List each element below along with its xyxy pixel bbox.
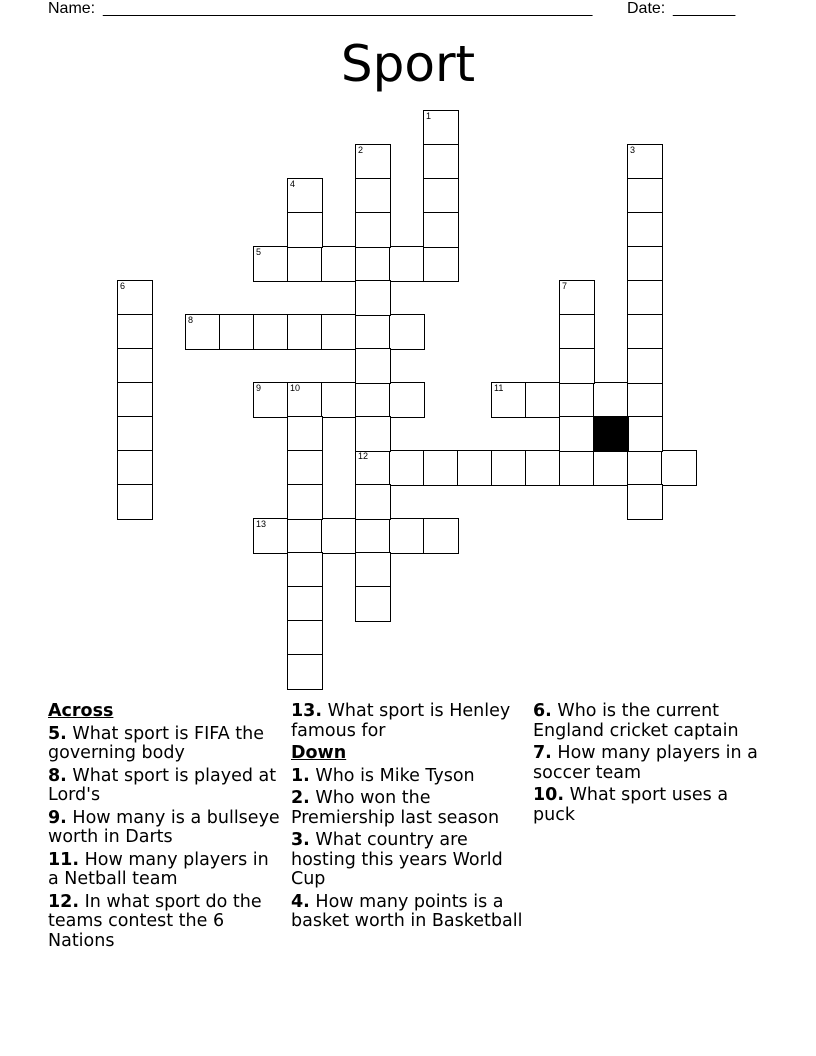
crossword-cell[interactable] bbox=[627, 348, 663, 384]
crossword-cell[interactable] bbox=[287, 450, 323, 486]
crossword-cell[interactable] bbox=[559, 416, 595, 452]
clue-text: What sport uses a puck bbox=[533, 785, 729, 825]
cell-number: 3 bbox=[630, 145, 636, 155]
crossword-cell[interactable] bbox=[423, 110, 459, 146]
crossword-cell[interactable] bbox=[117, 416, 153, 452]
crossword-cell[interactable] bbox=[627, 314, 663, 350]
crossword-cell[interactable] bbox=[593, 450, 629, 486]
clue-text: What country are hosting this years World Cup bbox=[291, 830, 503, 889]
cell-number: 9 bbox=[256, 383, 262, 393]
cell-number: 11 bbox=[494, 383, 504, 393]
crossword-cell[interactable] bbox=[355, 348, 391, 384]
cell-number: 6 bbox=[120, 281, 126, 291]
crossword-cell[interactable] bbox=[355, 382, 391, 418]
crossword-cell[interactable] bbox=[423, 144, 459, 180]
name-blank-line[interactable]: _______________________________________________________ bbox=[103, 0, 593, 17]
cell-number: 12 bbox=[358, 451, 369, 461]
down-clue-6 bbox=[533, 702, 765, 741]
crossword-cell[interactable] bbox=[287, 382, 323, 418]
crossword-cell[interactable] bbox=[117, 382, 153, 418]
crossword-cell[interactable] bbox=[355, 144, 391, 180]
crossword-cell[interactable] bbox=[627, 484, 663, 520]
clue-text: What sport is Henley famous for bbox=[291, 701, 511, 741]
crossword-cell[interactable] bbox=[253, 314, 289, 350]
crossword-cell[interactable] bbox=[321, 246, 357, 282]
crossword-cell[interactable] bbox=[627, 280, 663, 316]
clue-column-2 bbox=[291, 702, 523, 935]
crossword-cell[interactable] bbox=[423, 178, 459, 214]
down-clue-7 bbox=[533, 744, 765, 783]
clue-number: 1. bbox=[291, 765, 310, 786]
across-clue-5 bbox=[48, 725, 280, 764]
crossword-cell[interactable] bbox=[355, 280, 391, 316]
crossword-cell[interactable] bbox=[559, 280, 595, 316]
crossword-cell[interactable] bbox=[559, 382, 595, 418]
crossword-cell[interactable] bbox=[389, 314, 425, 350]
clue-number: 6. bbox=[533, 701, 552, 721]
crossword-cell[interactable] bbox=[355, 246, 391, 282]
clue-number: 10. bbox=[533, 785, 565, 805]
crossword-cell[interactable] bbox=[627, 178, 663, 214]
crossword-cell[interactable] bbox=[661, 450, 697, 486]
clue-number: 12. bbox=[48, 891, 80, 912]
clue-number: 13. bbox=[291, 701, 323, 721]
across-clue-8 bbox=[48, 767, 280, 806]
crossword-cell[interactable] bbox=[117, 348, 153, 384]
down-clue-1 bbox=[291, 767, 523, 787]
cell-number: 13 bbox=[256, 519, 267, 529]
crossword-cell[interactable] bbox=[253, 518, 289, 554]
clue-text: How many players in a Netball team bbox=[48, 849, 269, 889]
crossword-cell[interactable] bbox=[287, 484, 323, 520]
clue-text: What sport is played at Lord's bbox=[48, 765, 277, 805]
crossword-cell[interactable] bbox=[525, 450, 561, 486]
crossword-cell[interactable] bbox=[287, 586, 323, 622]
clue-column-3 bbox=[533, 702, 765, 828]
crossword-cell[interactable] bbox=[389, 450, 425, 486]
crossword-cell[interactable] bbox=[355, 450, 391, 486]
crossword-cell[interactable] bbox=[117, 314, 153, 350]
clue-text: Who is the current England cricket captain bbox=[533, 701, 739, 741]
crossword-cell[interactable] bbox=[355, 314, 391, 350]
crossword-cell[interactable] bbox=[423, 246, 459, 282]
clue-text: How many is a bullseye worth in Darts bbox=[48, 807, 280, 847]
clue-number: 4. bbox=[291, 891, 310, 912]
crossword-cell[interactable] bbox=[355, 178, 391, 214]
crossword-cell[interactable] bbox=[627, 416, 663, 452]
crossword-cell[interactable] bbox=[355, 416, 391, 452]
date-label: Date: bbox=[627, 0, 666, 17]
crossword-cell[interactable] bbox=[287, 654, 323, 690]
cell-number: 10 bbox=[290, 383, 301, 393]
crossword-cell[interactable] bbox=[491, 382, 527, 418]
across-clue-13 bbox=[291, 702, 523, 741]
crossword-cell[interactable] bbox=[355, 518, 391, 554]
black-square bbox=[593, 416, 629, 452]
crossword-cell[interactable] bbox=[117, 484, 153, 520]
down-clue-10 bbox=[533, 786, 765, 825]
crossword-cell[interactable] bbox=[287, 518, 323, 554]
crossword-cell[interactable] bbox=[525, 382, 561, 418]
crossword-cell[interactable] bbox=[423, 518, 459, 554]
cell-number: 4 bbox=[290, 179, 296, 189]
crossword-cell[interactable] bbox=[457, 450, 493, 486]
clue-number: 7. bbox=[533, 743, 552, 763]
crossword-cell[interactable] bbox=[355, 212, 391, 248]
crossword-cell[interactable] bbox=[117, 280, 153, 316]
crossword-cell[interactable] bbox=[287, 314, 323, 350]
crossword-cell[interactable] bbox=[287, 246, 323, 282]
clue-text: Who is Mike Tyson bbox=[315, 765, 475, 786]
crossword-cell[interactable] bbox=[423, 450, 459, 486]
across-clue-12 bbox=[48, 893, 280, 952]
crossword-cell[interactable] bbox=[389, 382, 425, 418]
crossword-cell[interactable] bbox=[627, 382, 663, 418]
crossword-cell[interactable] bbox=[627, 212, 663, 248]
clue-text: Who won the Premiership last season bbox=[291, 788, 500, 828]
clue-number: 8. bbox=[48, 765, 67, 786]
clue-number: 2. bbox=[291, 788, 310, 808]
across-clue-11 bbox=[48, 851, 280, 890]
crossword-cell[interactable] bbox=[287, 552, 323, 588]
cell-number: 7 bbox=[562, 281, 568, 291]
clue-text: How many players in a soccer team bbox=[533, 743, 758, 783]
crossword-cell[interactable] bbox=[559, 348, 595, 384]
crossword-cell[interactable] bbox=[355, 484, 391, 520]
across-heading: Across bbox=[48, 701, 114, 721]
down-clue-3 bbox=[291, 831, 523, 890]
clue-number: 3. bbox=[291, 830, 310, 850]
crossword-cell[interactable] bbox=[355, 586, 391, 622]
crossword-cell[interactable] bbox=[219, 314, 255, 350]
crossword-cell[interactable] bbox=[627, 450, 663, 486]
down-clue-4 bbox=[291, 893, 523, 932]
cell-number: 5 bbox=[256, 247, 262, 257]
clue-number: 11. bbox=[48, 849, 80, 870]
crossword-cell[interactable] bbox=[355, 552, 391, 588]
crossword-cell[interactable] bbox=[321, 382, 357, 418]
page-title: Sport bbox=[340, 35, 476, 93]
crossword-cell[interactable] bbox=[423, 212, 459, 248]
crossword-cell[interactable] bbox=[491, 450, 527, 486]
crossword-cell[interactable] bbox=[287, 212, 323, 248]
crossword-cell[interactable] bbox=[253, 246, 289, 282]
cell-number: 2 bbox=[358, 145, 364, 155]
crossword-cell[interactable] bbox=[253, 382, 289, 418]
crossword-cell[interactable] bbox=[559, 314, 595, 350]
crossword-cell[interactable] bbox=[627, 144, 663, 180]
crossword-cell[interactable] bbox=[287, 178, 323, 214]
clue-text: In what sport do the teams contest the 6 Nations bbox=[48, 891, 262, 951]
clue-column-1 bbox=[48, 702, 280, 954]
crossword-cell[interactable] bbox=[593, 382, 629, 418]
across-clue-9 bbox=[48, 809, 280, 848]
crossword-cell[interactable] bbox=[321, 518, 357, 554]
name-label: Name: bbox=[48, 0, 96, 17]
crossword-cell[interactable] bbox=[389, 518, 425, 554]
clue-number: 9. bbox=[48, 807, 67, 828]
crossword-cell[interactable] bbox=[117, 450, 153, 486]
down-clue-2 bbox=[291, 789, 523, 828]
crossword-cell[interactable] bbox=[627, 246, 663, 282]
crossword-cell[interactable] bbox=[185, 314, 221, 350]
clue-text: How many points is a basket worth in Basketball bbox=[291, 891, 523, 931]
cell-number: 8 bbox=[188, 315, 194, 325]
crossword-cell[interactable] bbox=[559, 450, 595, 486]
crossword-cell[interactable] bbox=[287, 620, 323, 656]
date-blank-line[interactable]: _______ bbox=[673, 0, 736, 17]
down-heading: Down bbox=[291, 743, 347, 763]
crossword-cell[interactable] bbox=[389, 246, 425, 282]
cell-number: 1 bbox=[426, 111, 432, 121]
clue-number: 5. bbox=[48, 723, 67, 744]
crossword-cell[interactable] bbox=[287, 416, 323, 452]
crossword-cell[interactable] bbox=[321, 314, 357, 350]
clue-text: What sport is FIFA the governing body bbox=[48, 723, 264, 763]
